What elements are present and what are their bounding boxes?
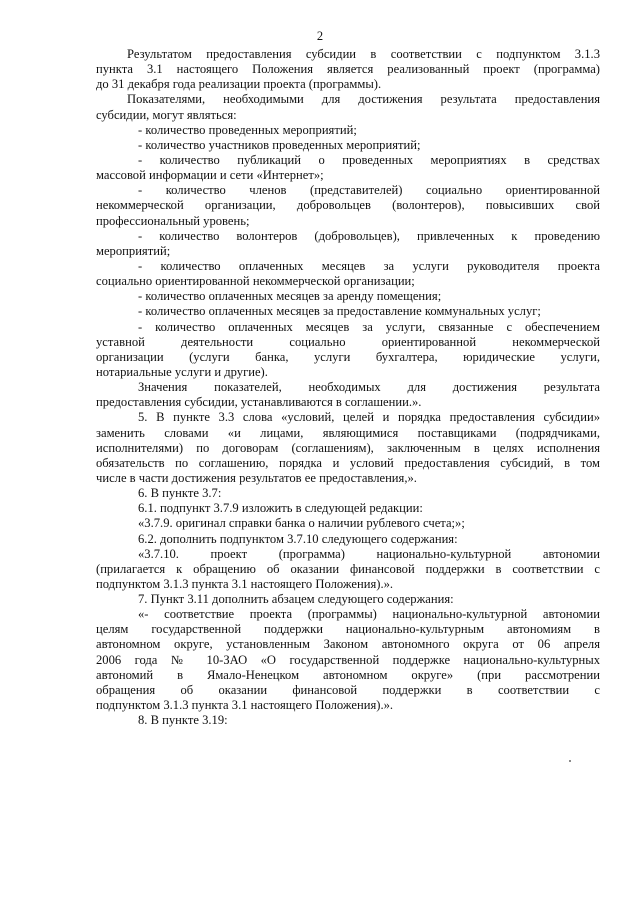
text-line: уставной деятельности социально ориентированной некоммерческой [96,334,600,349]
text-line: 6.2. дополнить подпунктом 3.7.10 следующего содержания: [138,531,458,546]
text-line: исполнителями) по договорам (соглашениям), заключенным в целях исполнения [96,440,600,455]
text-line: «- соответствие проекта (программы) национально-культурной автономии [138,607,600,622]
text-line: предоставления субсидии, устанавливаются в соглашении.». [96,395,422,410]
scan-speck [569,760,571,762]
text-line: 6. В пункте 3.7: [138,486,222,501]
text-line: 8. В пункте 3.19: [138,713,228,728]
text-line: - количество проведенных мероприятий; [138,122,357,137]
text-line: - количество членов (представителей) социально ориентированной [138,183,600,198]
text-line: 5. В пункте 3.3 слова «условий, целей и порядка предоставления субсидии» [138,410,600,425]
text-line: Показателями, необходимыми для достижения результата предоставления [127,92,600,107]
page-number: 2 [316,29,324,43]
text-line: организации (услуги банка, услуги бухгалтера, юридические услуги, [96,349,600,364]
text-line: - количество публикаций о проведенных мероприятиях в средствах [138,152,600,167]
text-line: 6.1. подпункт 3.7.9 изложить в следующей редакции: [138,501,423,516]
text-line: - количество оплаченных месяцев за услуги, связанные с обеспечением [138,319,600,334]
text-line: обращения об оказании финансовой поддержки в соответствии с [96,682,600,697]
text-line: массовой информации и сети «Интернет»; [96,168,324,183]
text-line: подпунктом 3.1.3 пункта 3.1 настоящего Положения).». [96,576,394,591]
text-line: мероприятий; [96,243,171,258]
text-line: профессиональный уровень; [96,213,250,228]
text-line: «3.7.9. оригинал справки банка о наличии рублевого счета;»; [138,516,465,531]
text-line: субсидии, могут являться: [96,107,237,122]
text-line: подпунктом 3.1.3 пункта 3.1 настоящего Положения).». [96,698,394,713]
text-line: пункта 3.1 настоящего Положения является реализованный проект (программа) [96,62,600,77]
text-line: 2006 года № 10-ЗАО «О государственной поддержке национально-культурных [96,652,600,667]
text-line: некоммерческой организации, добровольцев (волонтеров), повысивших свой [96,198,600,213]
text-line: (прилагается к обращению об оказании финансовой поддержки в соответствии с [96,561,600,576]
text-line: обязательств по соглашению, порядка и условий предоставления субсидий, в том [96,455,600,470]
text-line: - количество оплаченных месяцев за предоставление коммунальных услуг; [138,304,541,319]
text-line: Значения показателей, необходимых для достижения результата [138,380,600,395]
text-line: социально ориентированной некоммерческой организации; [96,274,415,289]
text-line: автономном округе, установленным Законом автономного округа от 06 апреля [96,637,600,652]
text-line: - количество оплаченных месяцев за аренду помещения; [138,289,442,304]
text-line: числе в части достижения результатов ее предоставления,». [96,470,417,485]
text-line: 7. Пункт 3.11 дополнить абзацем следующего содержания: [138,592,454,607]
text-line: - количество участников проведенных мероприятий; [138,137,421,152]
text-line: Результатом предоставления субсидии в соответствии с подпунктом 3.1.3 [127,47,600,61]
text-line: целям государственной поддержки национально-культурным автономиям в [96,622,600,637]
text-line: «3.7.10. проект (программа) национально-культурной автономии [138,546,600,561]
text-line: до 31 декабря года реализации проекта (программы). [96,77,382,92]
text-line: заменить словами «и лицами, являющимися поставщиками (подрядчиками, [96,425,600,440]
text-line: нотариальные услуги и другие). [96,364,268,379]
text-line: - количество волонтеров (добровольцев), привлеченных к проведению [138,228,600,243]
text-line: автономий в Ямало-Ненецком автономном округе» (при рассмотрении [96,667,600,682]
text-line: - количество оплаченных месяцев за услуги руководителя проекта [138,258,600,273]
document-body [96,47,600,728]
